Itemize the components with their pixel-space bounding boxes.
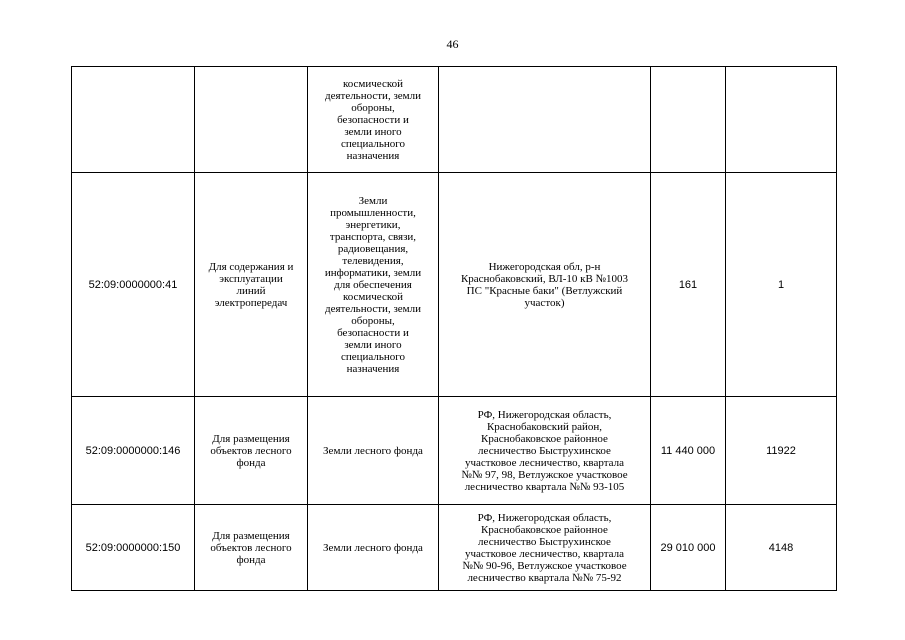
table-row (72, 173, 837, 397)
table-row (72, 397, 837, 505)
land-category-cell: Земли лесного фонда (308, 397, 439, 505)
value-cell: 11922 (726, 397, 837, 505)
land-category-cell: космической деятельности, земли обороны, безопасности и земли иного специального назначения (308, 67, 439, 173)
cadastral-number-cell: 52:09:0000000:146 (72, 397, 195, 505)
table-row (72, 505, 837, 591)
value-cell: 4148 (726, 505, 837, 591)
cadastral-number-cell: 52:09:0000000:150 (72, 505, 195, 591)
land-category-cell: Земли промышленности, энергетики, транспорта, связи, радиовещания, телевидения, информатики, земли для обеспечения космической деятельности, земли обороны, безопасности и земли иного специального назначения (308, 173, 439, 397)
location-cell: РФ, Нижегородская область, Краснобаковский район, Краснобаковское районное лесничество Быструхинское участковое лесничество, квартала №№ 97, 98, Ветлужское участковое лесничество квартала №№ 93-105 (439, 397, 651, 505)
permitted-use-cell: Для размещения объектов лесного фонда (195, 505, 308, 591)
permitted-use-cell: Для размещения объектов лесного фонда (195, 397, 308, 505)
area-cell: 161 (651, 173, 726, 397)
location-cell: РФ, Нижегородская область, Краснобаковское районное лесничество Быструхинское участковое лесничество, квартала №№ 90-96, Ветлужское участковое лесничество квартала №№ 75-92 (439, 505, 651, 591)
land-plots-table (71, 66, 837, 591)
location-cell (439, 67, 651, 173)
table-row (72, 67, 837, 173)
cadastral-number-cell (72, 67, 195, 173)
permitted-use-cell (195, 67, 308, 173)
area-cell: 11 440 000 (651, 397, 726, 505)
permitted-use-cell: Для содержания и эксплуатации линий электропередач (195, 173, 308, 397)
area-cell: 29 010 000 (651, 505, 726, 591)
location-cell: Нижегородская обл, р-н Краснобаковский, ВЛ-10 кВ №1003 ПС "Красные баки" (Ветлужский участок) (439, 173, 651, 397)
page-number: 46 (446, 37, 459, 51)
cadastral-number-cell: 52:09:0000000:41 (72, 173, 195, 397)
value-cell: 1 (726, 173, 837, 397)
land-category-cell: Земли лесного фонда (308, 505, 439, 591)
value-cell (726, 67, 837, 173)
area-cell (651, 67, 726, 173)
